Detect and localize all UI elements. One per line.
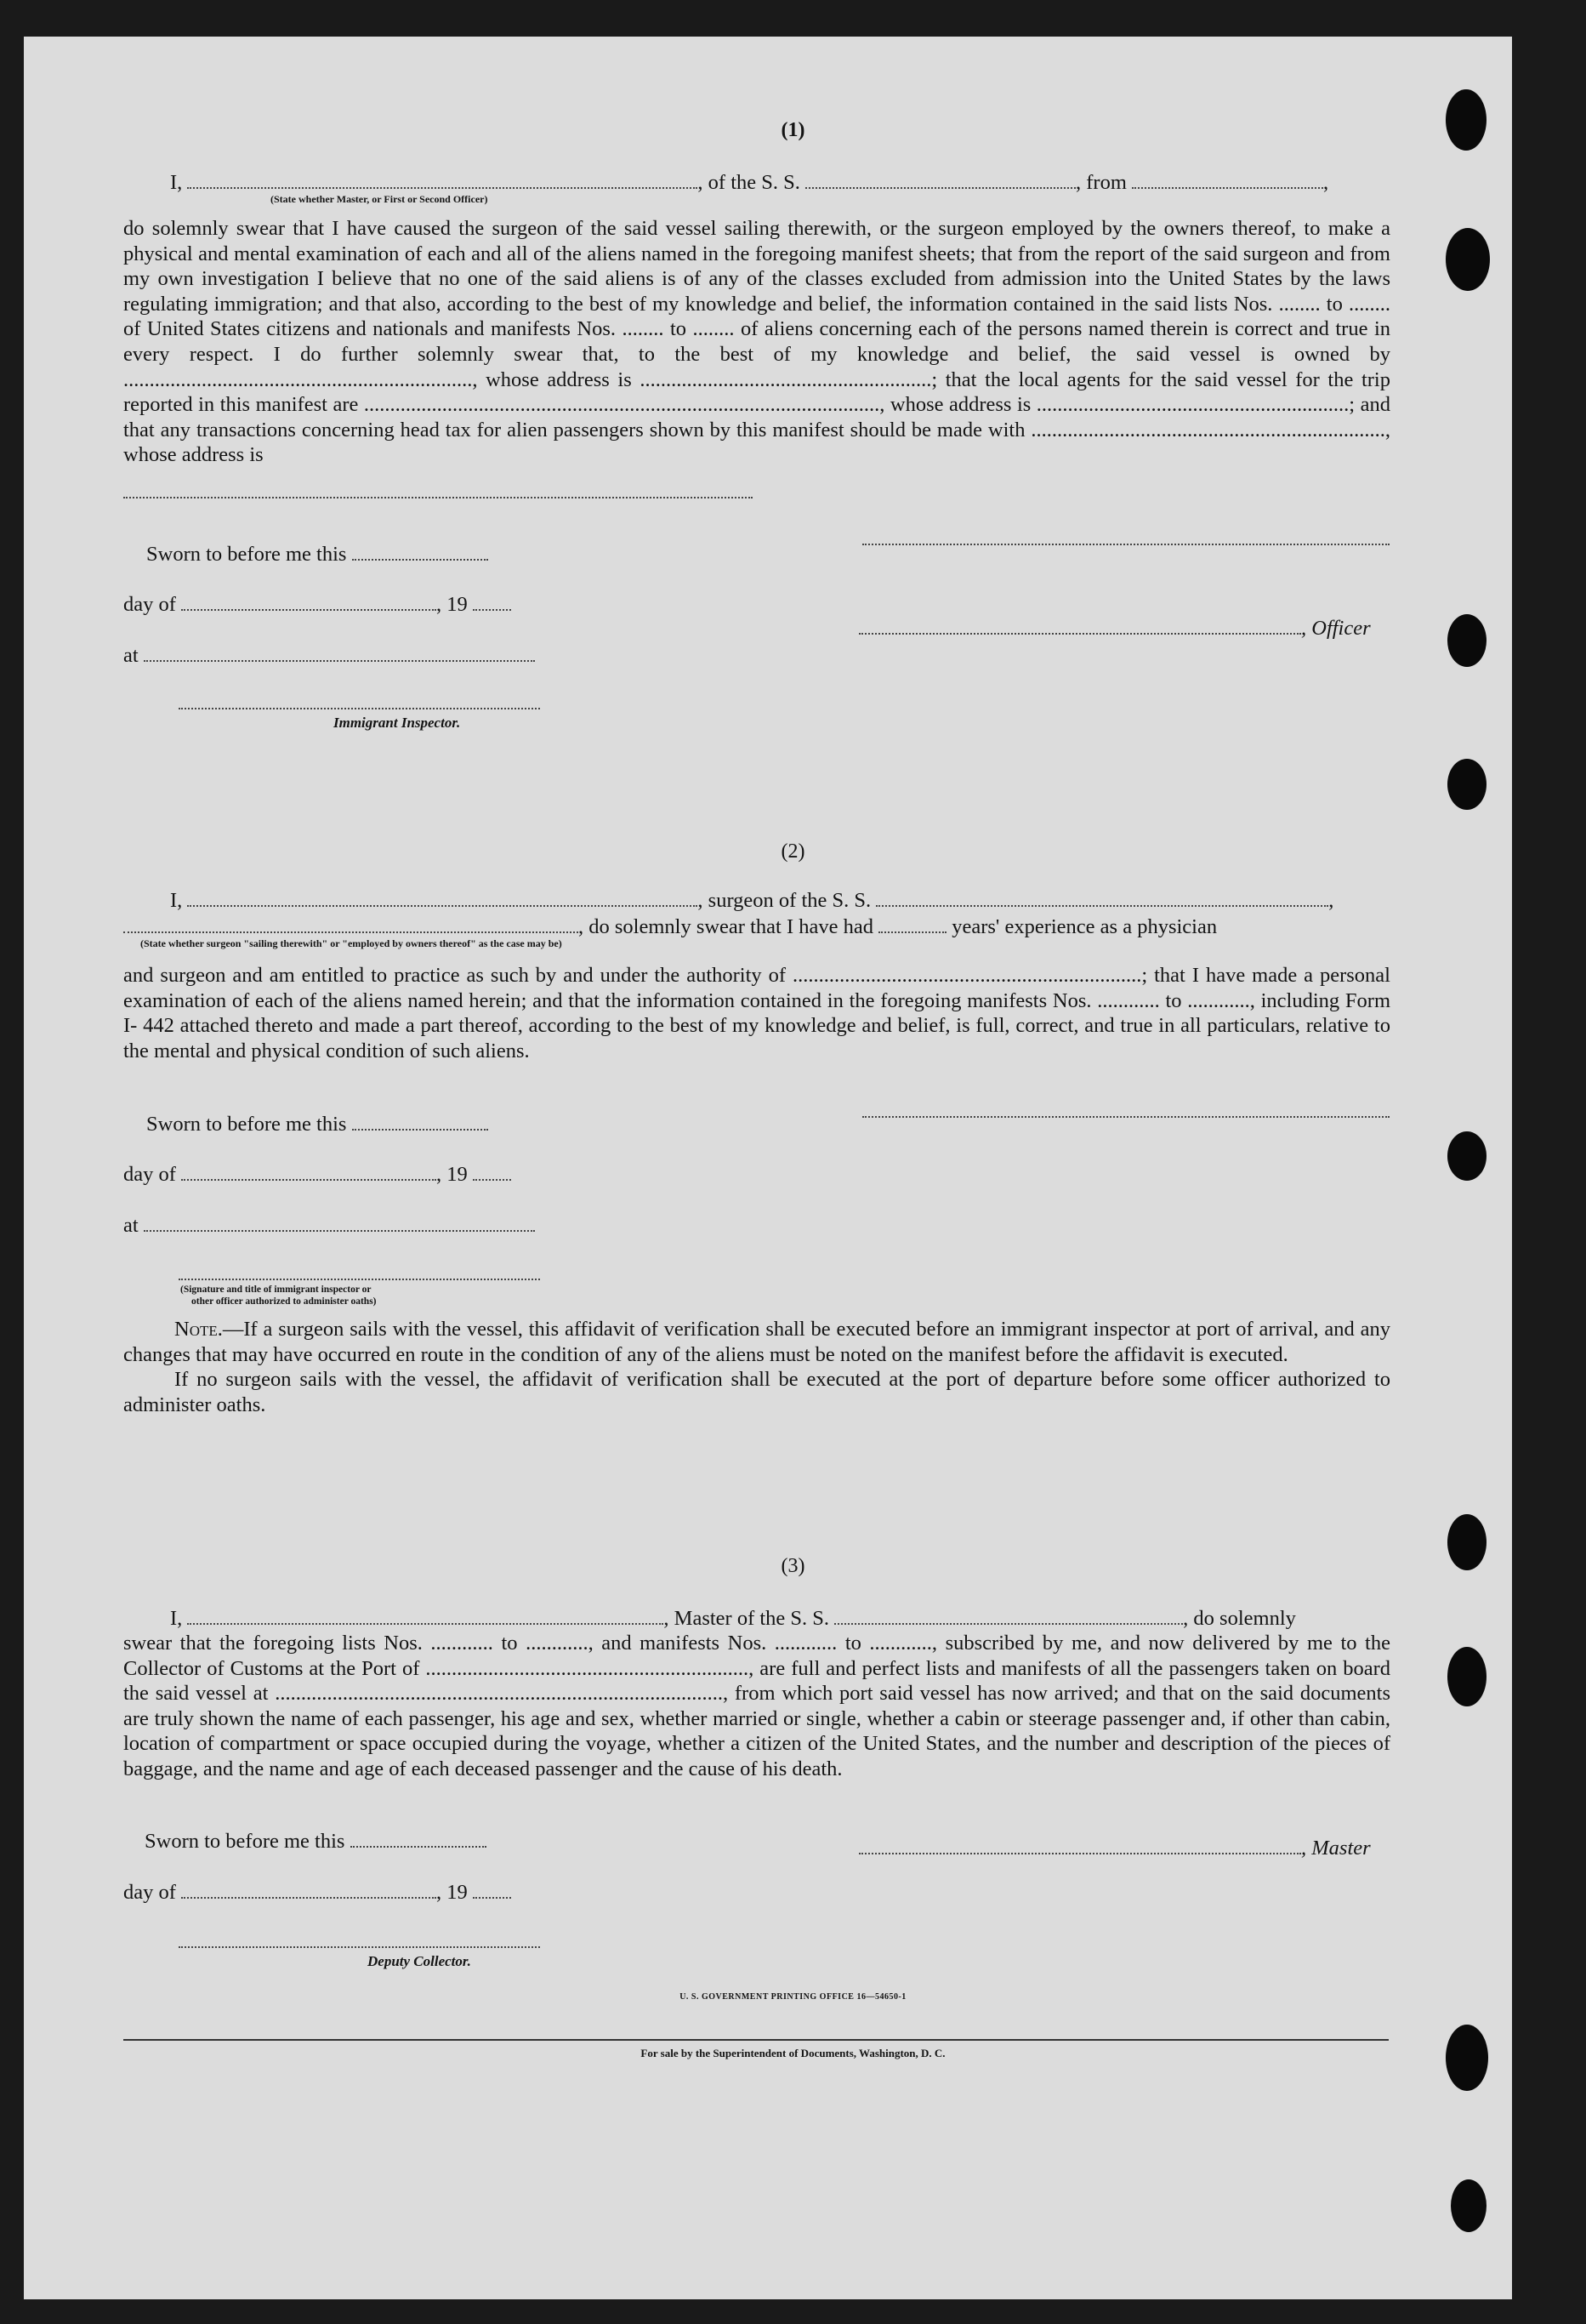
immigrant-inspector-label: Immigrant Inspector. (333, 715, 461, 731)
master-ss-label: , Master of the S. S. (663, 1607, 830, 1630)
sec2-i-label: I, (170, 889, 183, 912)
sec3-sworn (145, 1829, 486, 1854)
master-signature-field[interactable] (859, 1836, 1301, 1854)
sec3-oath-paragraph: swear that the foregoing lists Nos. ............ to ............, and manifests Nos. ............ to ............, subscribed by me, and now delivered by me to the Collector of Customs at the Port of .............................................................., are full and perfect lists and manifests of all the passengers taken on board the said vessel at ......................................................................................, from which port said vessel has now arrived; and that on the said documents are truly shown the name of each passenger, his age and sex, whether married or single, whether a cabin or steerage passenger and, if other than cabin, location of compartment or space occupied during the voyage, whether a citizen of the United States, and the number and description of the pieces of baggage, and the name and age of each deceased passenger and the cause of his death. (123, 1632, 1390, 1780)
sec2-line2 (123, 914, 1217, 939)
deputy-collector-label: Deputy Collector. (367, 1953, 471, 1969)
sec3-line1 (170, 1606, 1296, 1631)
address-continuation-line[interactable] (123, 497, 753, 498)
officer-signature-line[interactable] (862, 544, 1390, 545)
gpo-imprint: U. S. GOVERNMENT PRINTING OFFICE 16—54650-1 (679, 1992, 907, 2002)
binder-hole (1451, 2179, 1487, 2232)
sworn-day-field[interactable] (352, 1112, 488, 1131)
sec1-rank-hint: (State whether Master, or First or Second Officer) (270, 193, 488, 205)
sec2-at (123, 1213, 535, 1238)
note-block (123, 1317, 1390, 1417)
note-paragraph-1 (123, 1317, 1390, 1367)
binder-hole (1447, 759, 1487, 810)
sworn-label: Sworn to before me this (146, 1113, 347, 1136)
sec1-ss-label: , of the S. S. (697, 171, 800, 194)
at-label: at (123, 1214, 139, 1237)
sec1-oath-text (123, 216, 1390, 468)
sec3-master (859, 1836, 1371, 1860)
year-field[interactable] (473, 1880, 511, 1899)
inspector-signature-line[interactable] (179, 708, 540, 709)
at-label: at (123, 644, 139, 667)
binder-hole (1447, 1131, 1487, 1181)
administrator-signature-line[interactable] (179, 1279, 540, 1280)
place-field[interactable] (144, 1213, 535, 1232)
sec1-date (123, 592, 511, 617)
place-field[interactable] (144, 643, 535, 662)
day-label: day of (123, 1881, 176, 1904)
sec1-from-label: , from (1076, 171, 1127, 194)
sig-hint-2: other officer authorized to administer oaths) (191, 1296, 377, 1307)
year-label: , 19 (436, 593, 468, 616)
do-solemnly-label: , do solemnly (1183, 1607, 1296, 1630)
sec1-i-label: I, (170, 171, 183, 194)
master-label: , Master (1301, 1837, 1371, 1860)
year-field[interactable] (473, 1162, 511, 1181)
year-label: , 19 (436, 1163, 468, 1186)
day-label: day of (123, 593, 176, 616)
sec3-date (123, 1880, 511, 1905)
section-1-heading: (1) (781, 119, 805, 141)
footer-rule (123, 2039, 1389, 2041)
surgeon-name-field[interactable] (187, 888, 697, 907)
sec1-line1 (170, 170, 1328, 195)
sec2-sworn (146, 1112, 488, 1136)
sec2-status-hint: (State whether surgeon "sailing therewith" or "employed by owners thereof" as the case may be) (140, 937, 562, 949)
note-label: Note. (174, 1318, 223, 1341)
section-3-heading: (3) (781, 1555, 805, 1577)
sworn-day-field[interactable] (350, 1829, 486, 1848)
surgeon-status-field[interactable] (123, 914, 578, 933)
sec2-swear-label: , do solemnly swear that I have had (578, 915, 873, 938)
officer-label: , Officer (1301, 617, 1371, 640)
sec2-line1 (170, 888, 1333, 913)
binder-hole (1447, 614, 1487, 667)
sale-notice: For sale by the Superintendent of Documents, Washington, D. C. (640, 2047, 946, 2059)
collector-signature-line[interactable] (179, 1946, 540, 1948)
sig-hint-1: (Signature and title of immigrant inspector or (180, 1284, 372, 1295)
note-paragraph-2: If no surgeon sails with the vessel, the affidavit of verification shall be executed at the port of departure before some officer authorized to administer oaths. (123, 1368, 1390, 1416)
officer-rank-field[interactable] (187, 170, 697, 189)
vessel-name-field[interactable] (805, 170, 1076, 189)
month-field[interactable] (181, 1162, 436, 1181)
master-name-field[interactable] (187, 1606, 663, 1625)
binder-hole (1447, 1647, 1487, 1706)
sec2-vessel-field[interactable] (876, 888, 1328, 907)
years-label: years' experience as a physician (952, 915, 1218, 938)
sec2-date (123, 1162, 511, 1187)
sec3-oath-text (123, 1631, 1390, 1782)
sec2-oath-paragraph: and surgeon and am entitled to practice as such by and under the authority of ...................................................................; that I have made a personal examination of each of the aliens named herein; and that the information contained in the foregoing manifests Nos. ............ to ............, including Form I- 442 attached thereto and made a part thereof, according to the best of my knowledge and belief, is full, correct, and true in all particulars, relative to the mental and physical condition of such aliens. (123, 964, 1390, 1062)
sec1-oath-paragraph: do solemnly swear that I have caused the surgeon of the said vessel sailing therewith, or the surgeon employed by the owners thereof, to make a physical and mental examination of each and all of the aliens named in the foregoing manifest sheets; that from the report of the said surgeon and from my own investigation I believe that no one of the said aliens is of any of the classes excluded from admission into the United States by the laws regulating immigration; and that also, according to the best of my knowledge and belief, the information contained in the said lists Nos. ........ to ........ of United States citizens and nationals and manifests Nos. ........ to ........ of aliens concerning each of the persons named therein is correct and true in every respect. I do further solemnly swear that, to the best of my knowledge and belief, the said vessel is owned by ..................................................................., whose address is ........................................................; that the local agents for the said vessel for the trip reported in this manifest are ..................................................................................................., whose address is ............................................................; and that any transactions concerning head tax for alien passengers shown by this manifest should be made with ...................................................................., whose address is (123, 217, 1390, 467)
sec3-vessel-field[interactable] (834, 1606, 1183, 1625)
comma: , (1323, 171, 1329, 194)
note-text-1: —If a surgeon sails with the vessel, this affidavit of verification shall be executed before an immigrant inspector at port of arrival, and any changes that may have occurred en route in the condition of any of the aliens must be noted on the manifest before the affidavit is executed. (123, 1318, 1390, 1366)
month-field[interactable] (181, 592, 436, 611)
day-label: day of (123, 1163, 176, 1186)
sec2-oath-text (123, 963, 1390, 1063)
sworn-day-field[interactable] (352, 542, 488, 561)
officer-name-field[interactable] (859, 616, 1301, 635)
from-port-field[interactable] (1132, 170, 1323, 189)
sworn-label: Sworn to before me this (145, 1830, 345, 1853)
years-experience-field[interactable] (878, 914, 946, 933)
month-field[interactable] (181, 1880, 436, 1899)
sec1-sworn (146, 542, 488, 567)
sworn-label: Sworn to before me this (146, 543, 347, 566)
year-label: , 19 (436, 1881, 468, 1904)
sec3-i-label: I, (170, 1607, 183, 1630)
binder-hole (1446, 228, 1490, 291)
year-field[interactable] (473, 592, 511, 611)
comma: , (1328, 889, 1334, 912)
section-2-heading: (2) (781, 840, 805, 863)
sec1-at (123, 643, 535, 668)
surgeon-signature-line[interactable] (862, 1116, 1390, 1118)
sec1-officer (859, 616, 1371, 641)
surgeon-ss-label: , surgeon of the S. S. (697, 889, 872, 912)
